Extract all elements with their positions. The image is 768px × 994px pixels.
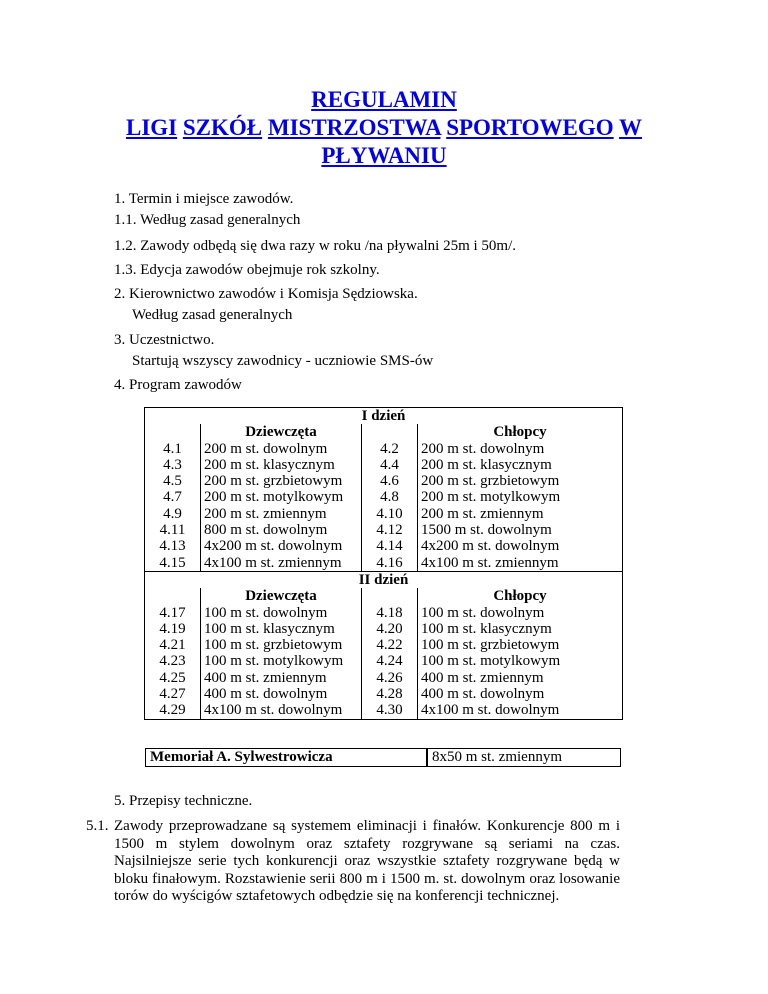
day-2-row [145,686,623,702]
boys-event-number: 4.6 [362,473,418,489]
boys-event-name: 4x100 m st. zmiennym [421,554,559,571]
boys-event-name: 200 m st. klasycznym [421,456,552,473]
girls-event-number: 4.23 [145,653,201,669]
title-link-w[interactable]: W [619,115,643,140]
day-2-row [145,605,623,621]
boys-event-name: 100 m st. grzbietowym [421,637,560,654]
girls-event-name: 400 m st. dowolnym [201,686,362,702]
day-2-label: II dzień [145,571,623,588]
day-2-row [145,621,623,637]
section-5-heading: 5. Przepisy techniczne. [114,793,253,809]
boys-event-name: 100 m st. dowolnym [421,604,545,621]
girls-event-name: 100 m st. motylkowym [201,653,362,669]
girls-event-number: 4.19 [145,621,201,637]
title-link-mistrzostwa[interactable]: MISTRZOSTWA [267,115,441,140]
boys-event-name: 200 m st. zmiennym [421,505,544,522]
title-link-sportowego[interactable]: SPORTOWEGO [446,115,614,140]
girls-event-name: 200 m st. zmiennym [201,506,362,522]
section-1-1: 1.1. Według zasad generalnych [114,212,301,228]
girls-event-name: 100 m st. dowolnym [201,605,362,621]
girls-event-name: 100 m st. klasycznym [201,621,362,637]
section-1-2: 1.2. Zawody odbędą się dwa razy w roku /na pływalni 25m i 50m/. [114,238,516,254]
day-1-row [145,506,623,522]
boys-event-number: 4.8 [362,489,418,505]
day-2-boys-header: Chłopcy [493,588,547,605]
day-1-row [145,457,623,473]
memorial-event: 8x50 m st. zmiennym [427,748,621,767]
girls-event-name: 200 m st. motylkowym [201,489,362,505]
girls-event-name: 200 m st. dowolnym [201,441,362,457]
girls-event-name: 400 m st. zmiennym [201,670,362,686]
program-table [144,407,623,720]
section-3-text: Startują wszyscy zawodnicy - uczniowie SMS-ów [132,353,434,369]
section-5-1-text: Zawody przeprowadzane są systemem eliminacji i finałów. Konkurencje 800 m i 1500 m stylem dowolnym oraz sztafety rozgrywane są seriami na czas. Najsilniejsze serie tych konkurencji oraz wszystkie sztafety rozgrywane będą w bloku finałowym. Rozstawienie serii 800 m i 1500 m. st. dowolnym oraz losowanie torów do wyścigów sztafetowych odbędzie się na konferencji technicznej. [114,818,620,904]
title-link-ligi[interactable]: LIGI [125,115,178,140]
girls-event-name: 200 m st. klasycznym [201,457,362,473]
boys-event-number: 4.14 [362,538,418,554]
boys-event-number: 4.22 [362,637,418,653]
boys-event-name: 400 m st. dowolnym [421,686,545,703]
boys-event-name: 400 m st. zmiennym [421,669,544,686]
girls-event-number: 4.5 [145,473,201,489]
girls-event-number: 4.13 [145,538,201,554]
girls-event-number: 4.15 [145,555,201,572]
girls-event-number: 4.1 [145,441,201,457]
day-2-girls-header: Dziewczęta [201,588,362,604]
girls-event-number: 4.25 [145,670,201,686]
title-link-regulamin[interactable]: REGULAMIN [311,87,457,112]
memorial-label: Memoriał A. Sylwestrowicza [145,748,427,767]
section-5-1 [86,818,620,906]
boys-event-number: 4.2 [362,441,418,457]
boys-event-name: 100 m st. klasycznym [421,620,552,637]
day-1-boys-header: Chłopcy [493,424,547,441]
boys-event-number: 4.12 [362,522,418,538]
girls-event-number: 4.7 [145,489,201,505]
title-link-plywaniu[interactable]: PŁYWANIU [321,143,447,168]
girls-event-number: 4.11 [145,522,201,538]
girls-event-number: 4.21 [145,637,201,653]
boys-event-number: 4.30 [362,702,418,719]
boys-event-number: 4.18 [362,605,418,621]
girls-event-name: 4x100 m st. zmiennym [201,555,362,572]
boys-event-name: 200 m st. motylkowym [421,489,561,506]
day-1-row [145,522,623,538]
girls-event-name: 100 m st. grzbietowym [201,637,362,653]
girls-event-number: 4.27 [145,686,201,702]
day-2-row [145,637,623,653]
girls-event-name: 800 m st. dowolnym [201,522,362,538]
boys-event-name: 100 m st. motylkowym [421,653,561,670]
boys-event-number: 4.24 [362,653,418,669]
boys-event-name: 200 m st. dowolnym [421,440,545,457]
girls-event-number: 4.3 [145,457,201,473]
day-1-row [145,555,623,572]
girls-event-name: 4x200 m st. dowolnym [201,538,362,554]
day-1-label: I dzień [361,408,406,424]
girls-event-number: 4.9 [145,506,201,522]
boys-event-number: 4.20 [362,621,418,637]
day-1-row [145,538,623,554]
girls-event-name: 200 m st. grzbietowym [201,473,362,489]
boys-event-name: 4x200 m st. dowolnym [421,538,560,555]
day-1-row [145,473,623,489]
day-1-row [145,441,623,457]
day-2-row [145,670,623,686]
boys-event-name: 1500 m st. dowolnym [421,522,552,539]
day-1-girls-header: Dziewczęta [201,424,362,440]
boys-event-number: 4.4 [362,457,418,473]
girls-event-number: 4.29 [145,702,201,719]
day-1-row [145,489,623,505]
section-1-heading: 1. Termin i miejsce zawodów. [114,191,294,207]
section-5-1-number: 5.1. [86,818,109,834]
boys-event-number: 4.10 [362,506,418,522]
section-1-3: 1.3. Edycja zawodów obejmuje rok szkolny. [114,262,380,278]
document-title [0,86,768,170]
section-2-text: Według zasad generalnych [132,307,293,323]
day-2-row [145,653,623,669]
girls-event-number: 4.17 [145,605,201,621]
boys-event-name: 4x100 m st. dowolnym [421,702,560,719]
girls-event-name: 4x100 m st. dowolnym [201,702,362,719]
boys-event-number: 4.26 [362,670,418,686]
boys-event-number: 4.28 [362,686,418,702]
section-2-heading: 2. Kierownictwo zawodów i Komisja Sędziowska. [114,286,418,302]
title-link-szkol[interactable]: SZKÓŁ [182,115,263,140]
section-4-heading: 4. Program zawodów [114,377,242,393]
day-2-row [145,702,623,719]
section-3-heading: 3. Uczestnictwo. [114,332,215,348]
boys-event-number: 4.16 [362,555,418,572]
boys-event-name: 200 m st. grzbietowym [421,473,560,490]
